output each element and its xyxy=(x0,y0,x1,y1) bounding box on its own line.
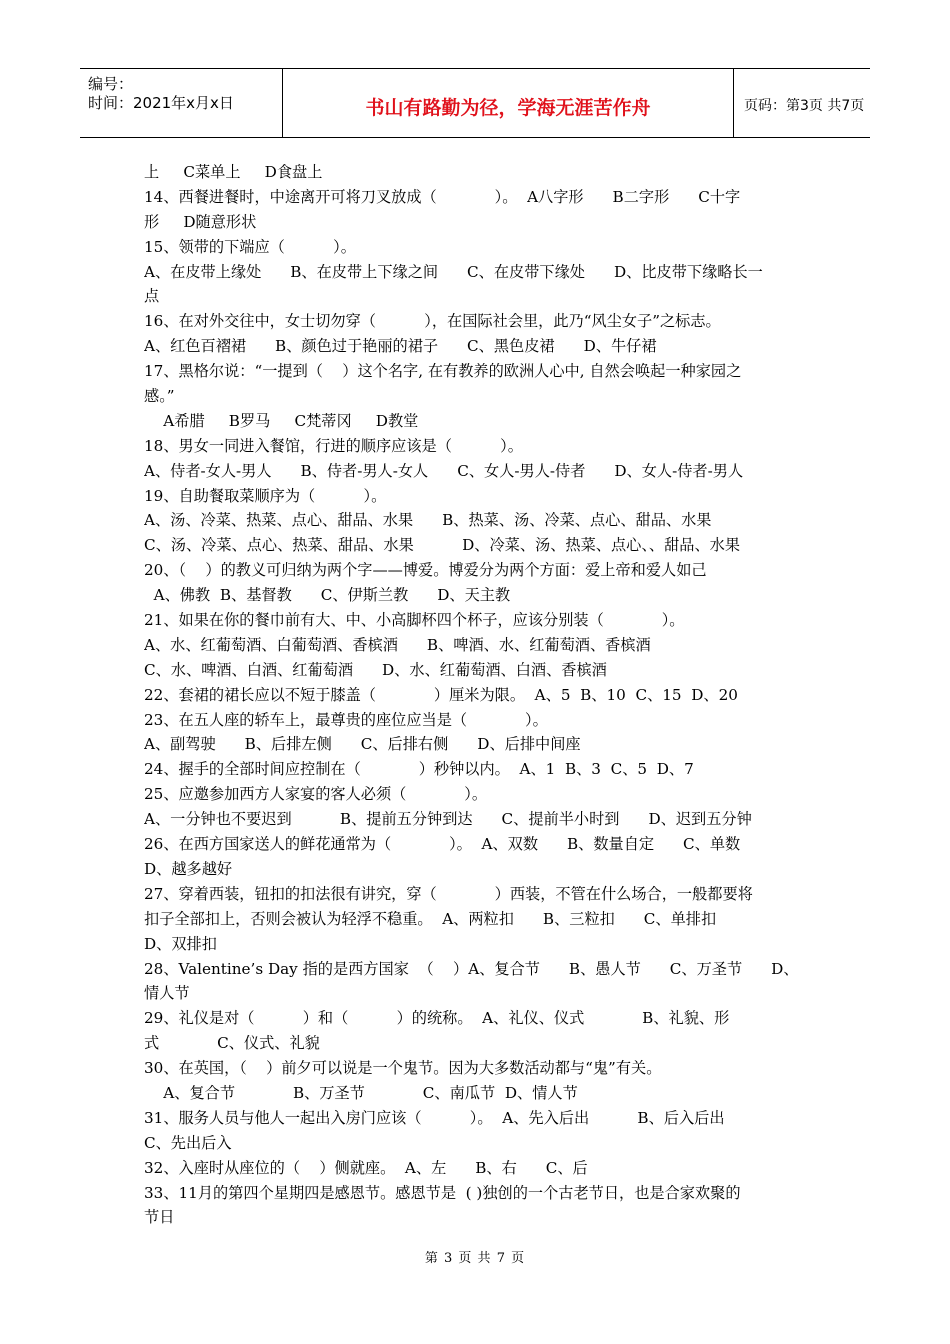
text-line: 15、领带的下端应（ ）。 xyxy=(144,237,356,256)
text-line: 19、自助餐取菜顺序为（ ）。 xyxy=(144,486,387,505)
time-label: 时间：2021年x月x日 xyxy=(88,94,234,112)
text-line: A、一分钟也不要迟到 B、提前五分钟到达 C、提前半小时到 D、迟到五分钟 xyxy=(144,810,752,829)
header-right-cell xyxy=(734,69,870,137)
text-line: 32、入座时从座位的（ ）侧就座。 A、左 B、右 C、后 xyxy=(144,1158,588,1177)
text-line: 29、礼仪是对（ ）和（ ）的统称。 A、礼仪、仪式 B、礼貌、形 xyxy=(144,1009,730,1028)
text-line: D、双排扣 xyxy=(144,934,217,953)
text-line: 形 D随意形状 xyxy=(144,212,257,231)
text-line: 33、11月的第四个星期四是感恩节。感恩节是 ( )独创的一个古老节日，也是合家欢聚的 xyxy=(144,1183,741,1202)
text-line: 25、应邀参加西方人家宴的客人必须（ ）。 xyxy=(144,785,488,804)
text-line: 14、西餐进餐时，中途离开可将刀叉放成（ ）。 A八字形 B二字形 C十字 xyxy=(144,187,741,206)
code-label: 编号： xyxy=(88,75,134,93)
text-line: 节日 xyxy=(144,1208,175,1227)
text-line: 27、穿着西装，钮扣的扣法很有讲究，穿（ ）西装，不管在什么场合，一般都要将 xyxy=(144,884,753,903)
text-line: 16、在对外交往中，女士切勿穿（ ），在国际社会里，此乃“风尘女子”之标志。 xyxy=(144,312,721,331)
text-line: C、汤、冷菜、点心、热菜、甜品、水果 D、冷菜、汤、热菜、点心、、甜品、水果 xyxy=(144,536,741,555)
text-line: 28、Valentine’s Day 指的是西方国家 （ ）A、复合节 B、愚人节 C、万圣节 D、 xyxy=(144,959,799,978)
text-line: A、水、红葡萄酒、白葡萄酒、香槟酒 B、啤酒、水、红葡萄酒、香槟酒 xyxy=(144,635,651,654)
text-line: 24、握手的全部时间应控制在（ ）秒钟以内。 A、1 B、3 C、5 D、7 xyxy=(144,760,694,779)
text-line: 22、套裙的裙长应以不短于膝盖（ ）厘米为限。 A、5 B、10 C、15 D、20 xyxy=(144,685,738,704)
text-line: C、水、啤酒、白酒、红葡萄酒 D、水、红葡萄酒、白酒、香槟酒 xyxy=(144,660,607,679)
text-line: A、副驾驶 B、后排左侧 C、后排右侧 D、后排中间座 xyxy=(144,735,581,754)
text-line: C、先出后入 xyxy=(144,1133,232,1152)
text-line: 18、男女一同进入餐馆，行进的顺序应该是（ ）。 xyxy=(144,436,523,455)
text-line: 23、在五人座的轿车上，最尊贵的座位应当是（ ）。 xyxy=(144,710,548,729)
text-line: A、复合节 B、万圣节 C、南瓜节 D、情人节 xyxy=(144,1083,578,1102)
text-line: 30、在英国，（ ）前夕可以说是一个鬼节。因为大多数活动都与“鬼”有关。 xyxy=(144,1059,662,1078)
text-line: 情人节 xyxy=(144,984,190,1003)
page-footer: 第 3 页 共 7 页 xyxy=(424,1251,526,1266)
text-line: 感。” xyxy=(144,387,175,406)
text-line: 上 C菜单上 D食盘上 xyxy=(144,163,323,181)
text-line: 26、在西方国家送人的鲜花通常为（ ）。 A、双数 B、数量自定 C、单数 xyxy=(144,835,741,854)
text-line: 式 C、仪式、礼貌 xyxy=(144,1034,320,1053)
page-info: 页码：第3页 共7页 xyxy=(744,98,865,114)
text-line: A、佛教 B、基督教 C、伊斯兰教 D、天主教 xyxy=(144,586,511,605)
text-line: D、越多越好 xyxy=(144,859,233,878)
text-line: 点 xyxy=(144,287,160,306)
text-line: A、汤、冷菜、热菜、点心、甜品、水果 B、热菜、汤、冷菜、点心、甜品、水果 xyxy=(144,511,712,530)
header-left-cell xyxy=(80,69,283,137)
text-line: 20、（ ）的教义可归纳为两个字——博爱。博爱分为两个方面：爱上帝和爱人如己 xyxy=(144,561,707,580)
question-body xyxy=(144,160,812,1230)
text-line: 21、如果在你的餐巾前有大、中、小高脚杯四个杯子，应该分别装（ ）。 xyxy=(144,611,685,630)
text-line: A希腊 B罗马 C梵蒂冈 D教堂 xyxy=(144,411,419,430)
page-header xyxy=(80,68,870,138)
text-line: 扣子全部扣上，否则会被认为轻浮不稳重。 A、两粒扣 B、三粒扣 C、单排扣 xyxy=(144,909,717,928)
text-line: A、侍者-女人-男人 B、侍者-男人-女人 C、女人-男人-侍者 D、女人-侍者-男人 xyxy=(144,461,744,480)
text-line: A、在皮带上缘处 B、在皮带上下缘之间 C、在皮带下缘处 D、比皮带下缘略长一 xyxy=(144,262,763,281)
text-line: 17、黑格尔说：“一提到（ ）这个名字, 在有教养的欧洲人心中, 自然会唤起一种家园之 xyxy=(144,362,742,381)
motto: 书山有路勤为径，学海无涯苦作舟 xyxy=(365,97,651,119)
text-line: A、红色百褶裙 B、颜色过于艳丽的裙子 C、黑色皮裙 D、牛仔裙 xyxy=(144,337,657,356)
header-middle-cell xyxy=(283,69,734,137)
text-line: 31、服务人员与他人一起出入房门应该（ ）。 A、先入后出 B、后入后出 xyxy=(144,1108,725,1127)
